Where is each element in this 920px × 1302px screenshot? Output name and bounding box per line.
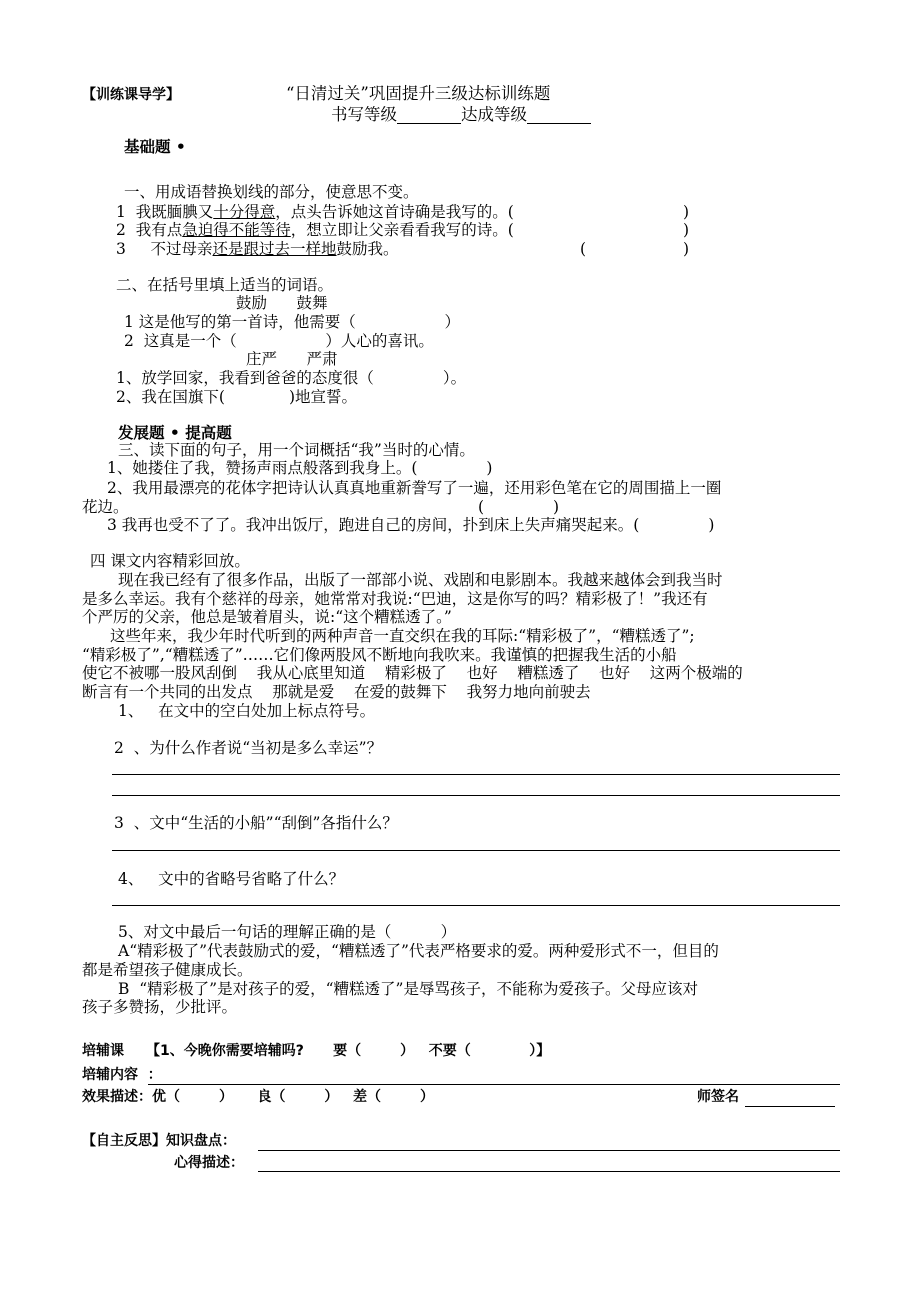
sub-question-2: 2 、为什么作者说“当初是多么幸运”？ <box>114 739 383 757</box>
q3-title: 三、读下面的句子，用一个词概括“我”当时的心情。 <box>118 441 475 459</box>
q3-sentence-1: 1、她搂住了我，赞扬声雨点般落到我身上。( ) <box>107 459 493 477</box>
q2-sentence-4: 2、我在国旗下( )地宣誓。 <box>116 388 358 406</box>
q2-words-1: 鼓励 鼓舞 <box>236 294 328 312</box>
q2-sentence-3: 1、放学回家，我看到爸爸的态度很（ ）。 <box>116 369 467 387</box>
insight-label: 心得描述： <box>174 1155 244 1171</box>
q1-title: 一、用成语替换划线的部分，使意思不变。 <box>124 183 419 201</box>
page-title: “日清过关”巩固提升三级达标训练题 <box>286 84 551 103</box>
q2-words-2: 庄严 严肃 <box>246 350 338 368</box>
q2-title: 二、在括号里填上适当的词语。 <box>116 276 334 294</box>
sub-question-4: 4、 文中的省略号省略了什么？ <box>118 870 345 888</box>
answer-line[interactable] <box>112 774 840 775</box>
q1-item-1: 1 我既腼腆又十分得意，点头告诉她这首诗确是我写的。( <box>116 203 514 221</box>
q2-sentence-1: 1 这是他写的第一首诗，他需要（ ） <box>124 313 460 331</box>
q4-title: 四 课文内容精彩回放。 <box>90 552 250 570</box>
passage-line-7: 断言有一个共同的出发点 那就是爱 在爱的鼓舞下 我努力地向前驶去 <box>82 683 591 701</box>
passage-line-2: 是多么幸运。我有个慈祥的母亲，她常常对我说:“巴迪，这是你写的吗？精彩极了！”我还有 <box>82 590 708 608</box>
writing-grade-blank[interactable] <box>397 123 461 124</box>
q1-item-3: 3 不过母亲还是跟过去一样地鼓励我。 <box>116 240 399 258</box>
teacher-sign-line[interactable] <box>745 1106 835 1107</box>
sub-question-3: 3 、文中“生活的小船”“刮倒”各指什么？ <box>114 814 398 832</box>
q3-sentence-2c: ( ) <box>478 498 560 516</box>
insight-line[interactable] <box>258 1171 840 1172</box>
q1-item-3-open: ( <box>580 240 587 258</box>
option-b-line-1: B “精彩极了”是对孩子的爱，“糟糕透了”是辱骂孩子，不能称为爱孩子。父母应该对 <box>118 980 698 998</box>
knowledge-line[interactable] <box>258 1150 840 1151</box>
tutor-content-line[interactable] <box>148 1084 840 1085</box>
option-b-line-2: 孩子多赞扬，少批评。 <box>82 998 238 1016</box>
tutor-question: 【1、今晚你需要培辅吗? 要（ ） 不要（ ）】 <box>146 1043 551 1059</box>
q1-item-2-close: ) <box>683 221 690 239</box>
answer-line[interactable] <box>112 905 840 906</box>
reflection-label: 【自主反思】知识盘点： <box>82 1133 236 1149</box>
tutor-content-label: 培辅内容 ： <box>82 1067 162 1083</box>
teacher-sign-label: 师签名 <box>697 1089 739 1105</box>
answer-line[interactable] <box>112 795 840 796</box>
passage-line-5: “精彩极了”,“糟糕透了”……它们像两股风不断地向我吹来。我谨慎的把握我生活的小船 <box>82 646 677 664</box>
q3-sentence-2a: 2、我用最漂亮的花体字把诗认认真真地重新誊写了一遍，还用彩色笔在它的周围描上一圈 <box>107 479 722 497</box>
writing-grade-label: 书写等级 <box>331 105 397 124</box>
q1-item-2: 2 我有点急迫得不能等待，想立即让父亲看看我写的诗。( <box>116 221 514 239</box>
q1-item-3-close: ) <box>683 240 690 258</box>
q3-sentence-2b: 花边。 <box>82 498 129 516</box>
q1-item-1-close: ) <box>683 203 690 221</box>
passage-line-4: 这些年来，我少年时代听到的两种声音一直交织在我的耳际:“精彩极了”，“糟糕透了”; <box>110 627 695 645</box>
sub-question-1: 1、 在文中的空白处加上标点符号。 <box>118 702 376 720</box>
passage-line-1: 现在我已经有了很多作品，出版了一部部小说、戏剧和电影剧本。我越来越体会到我当时 <box>118 571 723 589</box>
effect-description: 效果描述：优（ ） 良（ ） 差（ ） <box>82 1089 434 1105</box>
q3-sentence-3: 3 我再也受不了了。我冲出饭厅，跑进自己的房间，扑到床上失声痛哭起来。( ) <box>107 516 715 534</box>
sub-question-5: 5、对文中最后一句话的理解正确的是（ ） <box>118 923 457 941</box>
basic-heading: 基础题 • <box>124 138 186 156</box>
option-a-line-2: 都是希望孩子健康成长。 <box>82 961 253 979</box>
passage-line-6: 使它不被哪一股风刮倒 我从心底里知道 精彩极了 也好 糟糕透了 也好 这两个极端的 <box>82 664 743 682</box>
q2-sentence-2: 2 这真是一个（ ）人心的喜讯。 <box>124 332 434 350</box>
grade-line <box>331 107 591 124</box>
reach-grade-label: 达成等级 <box>461 105 527 124</box>
reach-grade-blank[interactable] <box>527 123 591 124</box>
option-a-line-1: A“精彩极了”代表鼓励式的爱，“糟糕透了”代表严格要求的爱。两种爱形式不一，但目的 <box>118 942 719 960</box>
advanced-heading: 发展题 • 提高题 <box>118 424 232 442</box>
tutor-label: 培辅课 <box>82 1043 124 1059</box>
passage-line-3: 个严厉的父亲，他总是皱着眉头，说:“这个糟糕透了。” <box>82 608 452 626</box>
answer-line[interactable] <box>112 850 840 851</box>
course-tag: 【训练课导学】 <box>82 87 180 103</box>
